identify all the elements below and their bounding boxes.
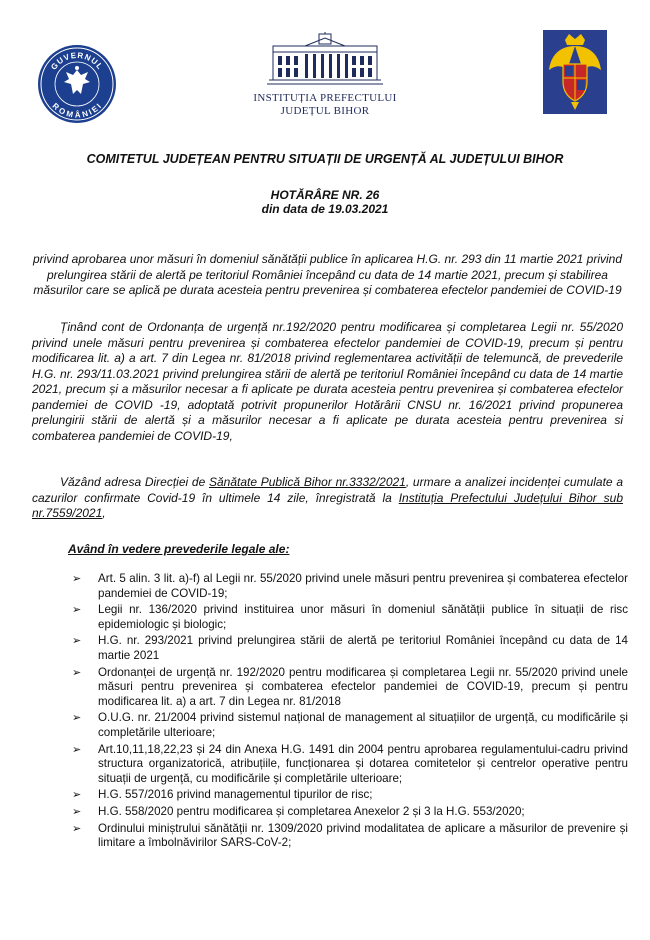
decision-subject: privind aprobarea unor măsuri în domeniul sănătății publice în aplicarea H.G. nr. 293 din 11 martie 2021 privind prelungirea stării de alertă pe teritoriul României începând cu data de 14 martie 2021, precum și stabilirea măsurilor care se aplică pe durata acesteia pentru prevenirea și combaterea efectelor pandemiei de COVID-19 xyxy=(33,252,622,297)
arrow-bullet-icon: ➢ xyxy=(72,604,82,617)
list-item-text: Ordinului miniștrului sănătății nr. 1309/2020 privind modalitatea de aplicare a măsurilor de prevenire și limitare a îmbolnăvirilor SARS-CoV-2; xyxy=(98,821,628,850)
list-item-text: Art.10,11,18,22,23 și 24 din Anexa H.G. 1491 din 2004 pentru aprobarea regulamentului-cadru privind structura organizatorică, atribuțiile, funcționarea și dotarea comitetelor și centrelor operative pentru situații de urgență, cu modificările și completările ulterioare; xyxy=(98,742,628,785)
list-item-text: H.G. nr. 293/2021 privind prelungirea stării de alertă pe teritoriul României începând cu data de 14 martie 2021 xyxy=(98,634,628,662)
address-text-1: Văzând adresa Direcției de xyxy=(60,475,209,489)
decision-date: din data de 19.03.2021 xyxy=(261,202,389,216)
list-item xyxy=(72,572,628,601)
svg-text:ROMÂNIEI: ROMÂNIEI xyxy=(50,101,104,120)
prefecture-logo xyxy=(245,32,405,122)
svg-text:GUVERNUL: GUVERNUL xyxy=(49,50,105,72)
address-text-2: , urmare a analizei incidenței cumulate a cazurilor confirmate Covid-19 în ultimele 14 zile, înregistrată la xyxy=(32,475,623,505)
list-item-text: O.U.G. nr. 21/2004 privind sistemul național de management al situațiilor de urgență, cu modificările și completările ulterioare; xyxy=(98,711,628,739)
prefecture-building-icon xyxy=(265,32,385,86)
arrow-bullet-icon: ➢ xyxy=(72,743,82,756)
legal-provisions-list xyxy=(72,572,628,853)
list-item-text: Ordonanței de urgență nr. 192/2020 pentru modificarea și completarea Legii nr. 55/2020 privind unele măsuri pentru prevenirea și combaterea efectelor pandemiei de COVID-19, precum și pentru modificarea lit. a) a art. 7 din Legea nr. 81/2018 xyxy=(98,665,628,708)
arrow-bullet-icon: ➢ xyxy=(72,573,82,585)
decision-heading xyxy=(0,188,650,216)
list-item-text: H.G. 557/2016 privind managementul tipurilor de risc; xyxy=(98,788,373,802)
list-item-text: Legii nr. 136/2020 privind instituirea unor măsuri în domeniul sănătății publice în situații de risc epidemiologic și biologic; xyxy=(98,603,628,631)
list-item xyxy=(72,788,628,803)
arrow-bullet-icon: ➢ xyxy=(72,712,82,725)
arrow-bullet-icon: ➢ xyxy=(72,789,82,802)
list-item xyxy=(72,711,628,740)
list-item xyxy=(72,743,628,787)
institution-name-line1: INSTITUȚIA PREFECTULUI xyxy=(253,92,397,104)
list-item-text: H.G. 558/2020 pentru modificarea și completarea Anexelor 2 și 3 la H.G. 553/2020; xyxy=(98,804,525,818)
coat-of-arms-icon xyxy=(543,30,607,114)
letterhead xyxy=(0,26,650,126)
list-item xyxy=(72,805,628,820)
guvernul-romaniei-seal-icon xyxy=(37,44,117,124)
institution-name-line2: JUDEȚUL BIHOR xyxy=(280,105,370,117)
considering-heading: Având în vedere prevederile legale ale: xyxy=(68,542,290,556)
prefecture-reference: Instituția Prefectului Județului Bihor sub nr.7559/2021 xyxy=(32,490,623,520)
arrow-bullet-icon: ➢ xyxy=(72,666,82,679)
arrow-bullet-icon: ➢ xyxy=(72,805,82,818)
arrow-bullet-icon: ➢ xyxy=(72,635,82,648)
list-item xyxy=(72,634,628,663)
list-item xyxy=(72,603,628,632)
arrow-bullet-icon: ➢ xyxy=(72,822,82,835)
legal-basis-paragraph: Ținând cont de Ordonanța de urgență nr.192/2020 pentru modificarea și completarea Legii nr. 55/2020 privind unele măsuri pentru prevenirea și combaterea efectelor pandemiei de COVID-19, precum și pentru modificarea lit. a) a art. 7 din Legea nr. 81/2018 privind reglementarea activității de telemuncă, de prevederile H.G. nr. 293/11.03.2021 privind prelungirea stării de alertă pe teritoriul României începând cu data de 14 martie 2021, precum și a măsurilor necesar a fi aplicate pe durata acesteia pentru prevenirea și combaterea efectelor pandemiei de COVID -19, adoptată potrivit propunerilor Hotărârii CNSU nr. 16/2021 privind propunerea prelungirii stării de alertă și a măsurilor necesar a fi aplicate pe durata acesteia pentru prevenirea si combaterea pandemiei de COVID-19, xyxy=(32,320,623,443)
list-item xyxy=(72,666,628,710)
decision-number: HOTĂRÂRE NR. 26 xyxy=(270,188,380,202)
list-item-text: Art. 5 alin. 3 lit. a)-f) al Legii nr. 55/2020 privind unele măsuri pentru prevenirea și combaterea efectelor pandemiei de COVID-19; xyxy=(98,572,628,600)
address-text-3: , xyxy=(102,506,106,520)
committee-title: COMITETUL JUDEȚEAN PENTRU SITUAȚII DE URGENȚĂ AL JUDEȚULUI BIHOR xyxy=(86,152,564,166)
dsp-reference: Sănătate Publică Bihor nr.3332/2021 xyxy=(208,475,406,489)
list-item xyxy=(72,822,628,851)
address-paragraph xyxy=(32,475,623,522)
